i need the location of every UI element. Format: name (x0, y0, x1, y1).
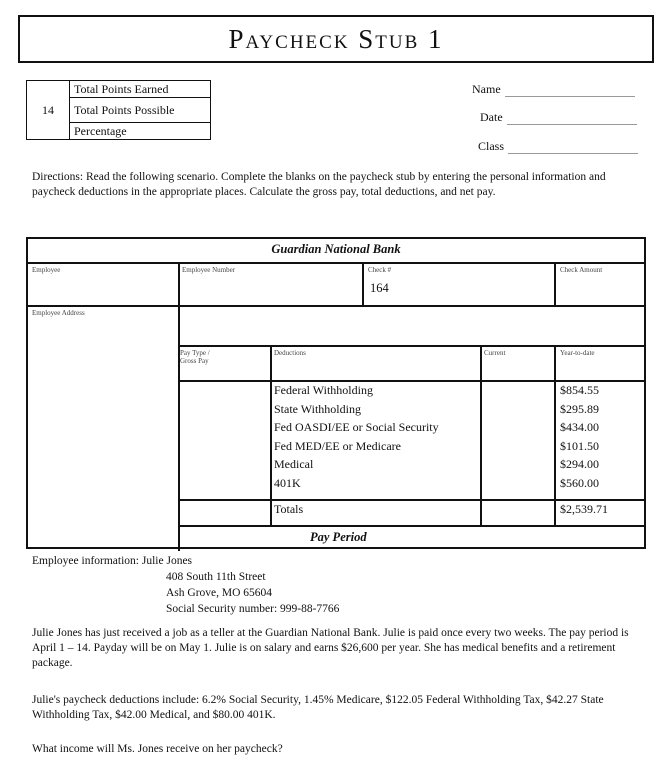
employee-city: Ash Grove, MO 65604 (166, 587, 273, 599)
employee-address-label: Employee Address (32, 309, 85, 317)
pay-type-label: Pay Type / Gross Pay (180, 349, 210, 365)
name-line (505, 84, 635, 97)
deduction-ytd: $434.00 (560, 420, 599, 434)
deduction-ytd: $854.55 (560, 383, 599, 397)
deduction-ytd: $295.89 (560, 401, 599, 416)
page-title: Paycheck Stub 1 (228, 24, 444, 54)
employee-name: Julie Jones (141, 555, 193, 567)
bank-name: Guardian National Bank (271, 242, 401, 256)
employee-number-label: Employee Number (182, 266, 236, 274)
question-text: What income will Ms. Jones receive on her paycheck? (32, 743, 283, 755)
date-line (507, 112, 637, 125)
class-field[interactable] (478, 139, 638, 154)
points-earned-label: Total Points Earned (70, 81, 211, 98)
totals-label: Totals (274, 502, 304, 516)
paycheck-stub (26, 237, 646, 549)
name-label: Name (472, 82, 501, 96)
date-field[interactable] (480, 110, 637, 125)
ytd-amounts (560, 381, 599, 492)
deductions-text: Julie's paycheck deductions include: 6.2% Social Security, 1.45% Medicare, $122.05 Federal Withholding Tax, $42.27 State Withholding Tax, $42.00 Medical, and $80.00 401K. (32, 694, 604, 721)
totals-ytd: $2,539.71 (560, 502, 608, 516)
deduction-ytd: $101.50 (560, 438, 599, 453)
class-line (508, 141, 638, 154)
class-label: Class (478, 139, 505, 153)
points-possible-label: Total Points Possible (70, 98, 211, 123)
deductions-label: Deductions (274, 349, 306, 357)
title-box (18, 15, 654, 63)
check-amount-label: Check Amount (560, 266, 603, 274)
employee-ssn: Social Security number: 999-88-7766 (166, 603, 340, 615)
deduction-name: 401K (274, 475, 301, 490)
current-label: Current (484, 349, 506, 357)
deduction-name: State Withholding (274, 401, 361, 416)
deduction-name: Fed OASDI/EE or Social Security (274, 420, 439, 434)
percentage-label: Percentage (70, 123, 211, 140)
check-number-label: Check # (368, 266, 392, 274)
points-table (26, 80, 211, 140)
scenario-text: Julie Jones has just received a job as a teller at the Guardian National Bank. Julie is paid once every two weeks. The pay period is April 1 – 14. Payday will be on May 1. Julie is on salary and earns $26,600 per year. She has medical benefits and a retirement package. (32, 627, 629, 669)
pay-period-label: Pay Period (310, 530, 367, 544)
deduction-name: Medical (274, 457, 314, 471)
employee-label: Employee (32, 266, 61, 274)
deductions-list (274, 381, 439, 492)
deduction-name: Fed MED/EE or Medicare (274, 438, 401, 453)
date-label: Date (480, 110, 503, 124)
employee-street: 408 South 11th Street (166, 571, 266, 583)
check-number: 164 (370, 281, 389, 295)
deduction-name: Federal Withholding (274, 383, 373, 397)
name-field[interactable] (472, 82, 635, 97)
points-value: 14 (27, 81, 70, 140)
directions-text: Directions: Read the following scenario. Complete the blanks on the paycheck stub by entering the personal information and paycheck deductions in the appropriate places. Calculate the gross pay, total deductions, and net pay. (32, 171, 606, 198)
ytd-label: Year-to-date (560, 349, 595, 357)
employee-info-label: Employee information: (32, 555, 139, 567)
deduction-ytd: $294.00 (560, 457, 599, 471)
employee-info (32, 553, 652, 617)
deduction-ytd: $560.00 (560, 475, 599, 490)
